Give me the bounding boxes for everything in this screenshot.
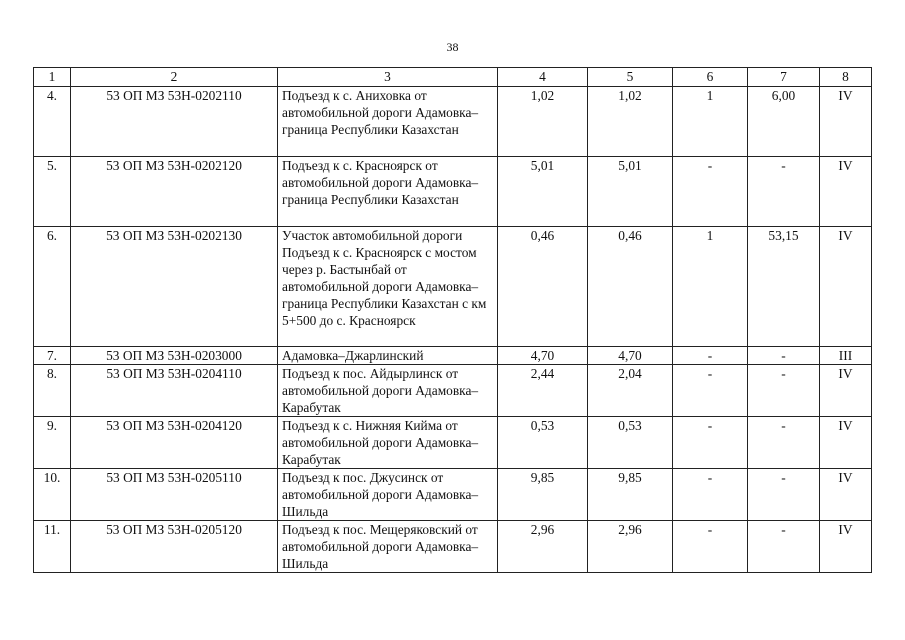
column-5-value: 9,85 bbox=[588, 469, 673, 521]
row-number: 11. bbox=[34, 521, 71, 573]
header-cell: 5 bbox=[588, 68, 673, 87]
header-cell: 1 bbox=[34, 68, 71, 87]
table-row bbox=[34, 347, 872, 365]
header-cell: 7 bbox=[748, 68, 820, 87]
column-4-value: 1,02 bbox=[498, 87, 588, 157]
page-number: 38 bbox=[446, 40, 459, 54]
row-number: 8. bbox=[34, 365, 71, 417]
road-code: 53 ОП МЗ 53Н-0205120 bbox=[71, 521, 278, 573]
table-row bbox=[34, 157, 872, 227]
column-7-value: - bbox=[748, 157, 820, 227]
column-6-value: - bbox=[673, 157, 748, 227]
column-6-value: 1 bbox=[673, 87, 748, 157]
column-6-value: - bbox=[673, 365, 748, 417]
column-7-value: - bbox=[748, 521, 820, 573]
header-cell: 3 bbox=[278, 68, 498, 87]
column-5-value: 4,70 bbox=[588, 347, 673, 365]
header-cell: 4 bbox=[498, 68, 588, 87]
column-6-value: - bbox=[673, 417, 748, 469]
road-code: 53 ОП МЗ 53Н-0204120 bbox=[71, 417, 278, 469]
table-row bbox=[34, 87, 872, 157]
row-number: 4. bbox=[34, 87, 71, 157]
road-name: Подъезд к пос. Джусинск от автомобильной дороги Адамовка–Шильда bbox=[278, 469, 498, 521]
road-name: Адамовка–Джарлинский bbox=[278, 347, 498, 365]
column-7-value: 6,00 bbox=[748, 87, 820, 157]
column-5-value: 0,53 bbox=[588, 417, 673, 469]
column-6-value: 1 bbox=[673, 227, 748, 347]
column-5-value: 0,46 bbox=[588, 227, 673, 347]
header-cell: 8 bbox=[820, 68, 872, 87]
column-6-value: - bbox=[673, 469, 748, 521]
roads-table bbox=[33, 67, 872, 573]
column-4-value: 9,85 bbox=[498, 469, 588, 521]
column-5-value: 1,02 bbox=[588, 87, 673, 157]
column-4-value: 0,53 bbox=[498, 417, 588, 469]
header-cell: 6 bbox=[673, 68, 748, 87]
road-name: Подъезд к пос. Айдырлинск от автомобильной дороги Адамовка–Карабутак bbox=[278, 365, 498, 417]
table-row bbox=[34, 365, 872, 417]
road-code: 53 ОП МЗ 53Н-0205110 bbox=[71, 469, 278, 521]
table-row bbox=[34, 417, 872, 469]
column-6-value: - bbox=[673, 347, 748, 365]
header-row bbox=[34, 68, 872, 87]
column-4-value: 4,70 bbox=[498, 347, 588, 365]
column-6-value: - bbox=[673, 521, 748, 573]
column-7-value: 53,15 bbox=[748, 227, 820, 347]
road-code: 53 ОП МЗ 53Н-0202130 bbox=[71, 227, 278, 347]
column-4-value: 2,96 bbox=[498, 521, 588, 573]
row-number: 10. bbox=[34, 469, 71, 521]
road-category: III bbox=[820, 347, 872, 365]
road-category: IV bbox=[820, 87, 872, 157]
column-7-value: - bbox=[748, 365, 820, 417]
road-category: IV bbox=[820, 365, 872, 417]
row-number: 6. bbox=[34, 227, 71, 347]
road-name: Подъезд к пос. Мещеряковский от автомобильной дороги Адамовка–Шильда bbox=[278, 521, 498, 573]
road-code: 53 ОП МЗ 53Н-0204110 bbox=[71, 365, 278, 417]
road-category: IV bbox=[820, 521, 872, 573]
road-category: IV bbox=[820, 417, 872, 469]
row-number: 7. bbox=[34, 347, 71, 365]
column-5-value: 2,96 bbox=[588, 521, 673, 573]
road-code: 53 ОП МЗ 53Н-0202120 bbox=[71, 157, 278, 227]
header-cell: 2 bbox=[71, 68, 278, 87]
column-5-value: 2,04 bbox=[588, 365, 673, 417]
table-row bbox=[34, 521, 872, 573]
row-number: 9. bbox=[34, 417, 71, 469]
column-4-value: 5,01 bbox=[498, 157, 588, 227]
road-name: Подъезд к с. Нижняя Кийма от автомобильной дороги Адамовка–Карабутак bbox=[278, 417, 498, 469]
column-7-value: - bbox=[748, 469, 820, 521]
row-number: 5. bbox=[34, 157, 71, 227]
road-category: IV bbox=[820, 469, 872, 521]
column-4-value: 2,44 bbox=[498, 365, 588, 417]
column-4-value: 0,46 bbox=[498, 227, 588, 347]
road-code: 53 ОП МЗ 53Н-0203000 bbox=[71, 347, 278, 365]
column-7-value: - bbox=[748, 417, 820, 469]
road-category: IV bbox=[820, 227, 872, 347]
column-7-value: - bbox=[748, 347, 820, 365]
road-code: 53 ОП МЗ 53Н-0202110 bbox=[71, 87, 278, 157]
road-category: IV bbox=[820, 157, 872, 227]
table-row bbox=[34, 469, 872, 521]
road-name: Участок автомобильной дороги Подъезд к с. Красноярск с мостом через р. Бастынбай от автомобильной дороги Адамовка–граница Республики Казахстан с км 5+500 до с. Красноярск bbox=[278, 227, 498, 347]
road-name: Подъезд к с. Красноярск от автомобильной дороги Адамовка–граница Республики Казахстан bbox=[278, 157, 498, 227]
road-name: Подъезд к с. Аниховка от автомобильной дороги Адамовка–граница Республики Казахстан bbox=[278, 87, 498, 157]
table-row bbox=[34, 227, 872, 347]
column-5-value: 5,01 bbox=[588, 157, 673, 227]
